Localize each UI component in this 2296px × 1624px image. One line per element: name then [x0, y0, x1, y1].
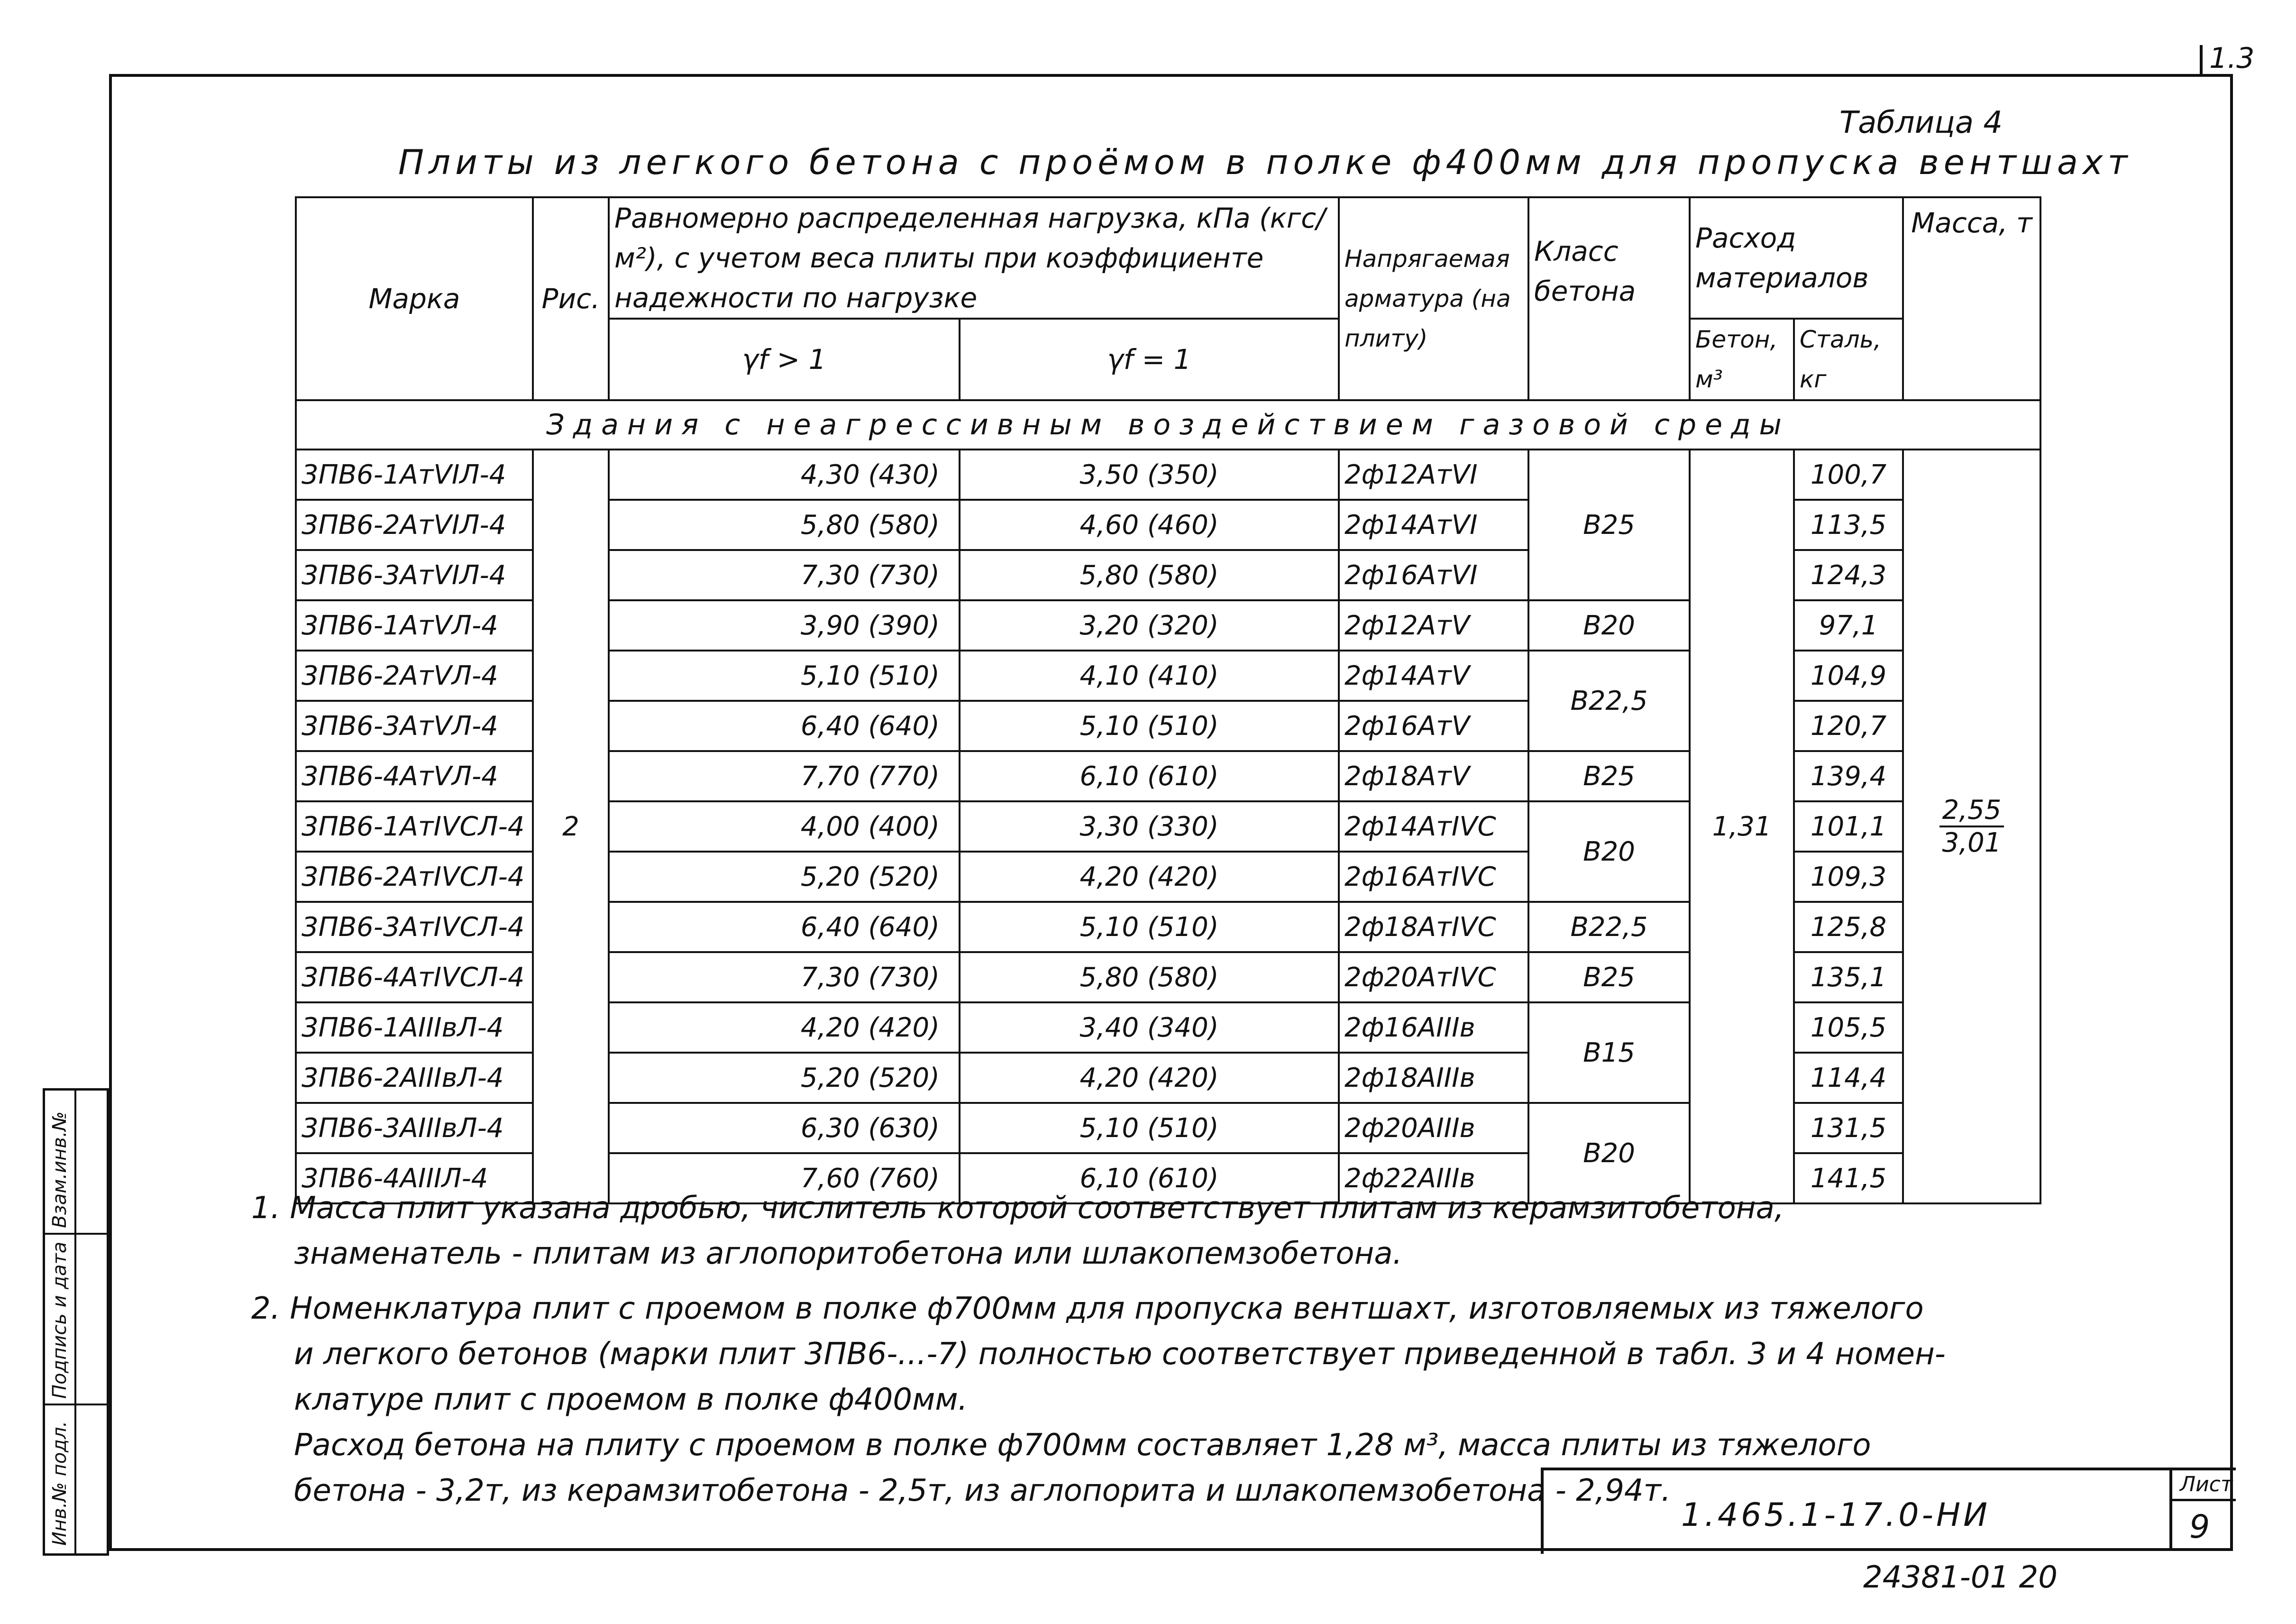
- title-block: [1541, 1468, 2236, 1554]
- note-1-line-1: 1. Масса плит указана дробью, числитель которой соответствует плитам из керамзитобетона,: [251, 1191, 1784, 1226]
- cell-steel: 139,4: [1794, 751, 1903, 801]
- sheet-number: 9: [2189, 1508, 2210, 1546]
- cell-rebar: 2ф20АтIVС: [1339, 952, 1528, 1002]
- cell-rebar: 2ф22АIIIв: [1339, 1153, 1528, 1203]
- cell-rebar: 2ф16АтIVС: [1339, 852, 1528, 902]
- frame-left-line: [109, 74, 112, 1551]
- cell-load-gt1: 5,20 (520): [609, 1053, 960, 1103]
- cell-load-eq1: 4,20 (420): [960, 1053, 1339, 1103]
- cell-load-eq1: 6,10 (610): [960, 751, 1339, 801]
- cell-mark: 3ПВ6-4АтVЛ-4: [296, 751, 533, 801]
- cell-class: В25: [1528, 952, 1690, 1002]
- sheet-label: Лист: [2180, 1472, 2233, 1496]
- side-label-replace-inv: Взам.инв.№: [49, 1111, 71, 1228]
- cell-steel: 97,1: [1794, 600, 1903, 651]
- cell-load-eq1: 3,50 (350): [960, 450, 1339, 500]
- cell-load-eq1: 3,20 (320): [960, 600, 1339, 651]
- cell-rebar: 2ф16АтV: [1339, 701, 1528, 751]
- cell-rebar: 2ф18АтIVС: [1339, 902, 1528, 952]
- cell-load-gt1: 6,40 (640): [609, 701, 960, 751]
- side-label-signature-date: Подпись и дата: [49, 1241, 71, 1399]
- cell-class: В25: [1528, 751, 1690, 801]
- cell-load-gt1: 5,10 (510): [609, 651, 960, 701]
- cell-mark: 3ПВ6-1АIIIвЛ-4: [296, 1002, 533, 1053]
- cell-mark: 3ПВ6-4АIIIЛ-4: [296, 1153, 533, 1203]
- cell-load-gt1: 5,20 (520): [609, 852, 960, 902]
- cell-load-gt1: 4,00 (400): [609, 801, 960, 852]
- header-ris: Рис.: [533, 197, 609, 400]
- cell-steel: 141,5: [1794, 1153, 1903, 1203]
- side-stamp-divider: [74, 1091, 76, 1553]
- cell-mark: 3ПВ6-1АтVЛ-4: [296, 600, 533, 651]
- document-code: 1.465.1-17.0-НИ: [1681, 1496, 1991, 1534]
- cell-load-eq1: 5,10 (510): [960, 701, 1339, 751]
- side-stamp: [43, 1088, 109, 1556]
- cell-load-gt1: 7,60 (760): [609, 1153, 960, 1203]
- table-number: Таблица 4: [1839, 105, 2003, 140]
- side-stamp-hline: [45, 1233, 107, 1235]
- cell-steel: 131,5: [1794, 1103, 1903, 1153]
- corner-page-mark: 1.3: [2209, 42, 2255, 75]
- plates-table: [295, 196, 2041, 1204]
- cell-mark: 3ПВ6-1АтIVСЛ-4: [296, 801, 533, 852]
- cell-rebar: 2ф18АIIIв: [1339, 1053, 1528, 1103]
- cell-load-gt1: 7,70 (770): [609, 751, 960, 801]
- cell-class: В15: [1528, 1002, 1690, 1103]
- cell-load-gt1: 4,30 (430): [609, 450, 960, 500]
- cell-mark: 3ПВ6-1АтVIЛ-4: [296, 450, 533, 500]
- cell-steel: 100,7: [1794, 450, 1903, 500]
- cell-steel: 125,8: [1794, 902, 1903, 952]
- mass-denominator: 3,01: [1942, 827, 2002, 858]
- cell-mark: 3ПВ6-3АIIIвЛ-4: [296, 1103, 533, 1153]
- side-label-inv-orig: Инв.№ подл.: [49, 1421, 71, 1546]
- cell-class: В20: [1528, 600, 1690, 651]
- cell-rebar: 2ф20АIIIв: [1339, 1103, 1528, 1153]
- cell-load-eq1: 3,40 (340): [960, 1002, 1339, 1053]
- cell-rebar: 2ф12АтVI: [1339, 450, 1528, 500]
- note-2-line-5: бетона - 3,2т, из керамзитобетона - 2,5т, из аглопорита и шлакопемзобетона - 2,94т.: [294, 1473, 1671, 1508]
- cell-rebar: 2ф18АтV: [1339, 751, 1528, 801]
- cell-steel: 113,5: [1794, 500, 1903, 550]
- header-load: Равномерно распределенная нагрузка, кПа (кгс/м²), с учетом веса плиты при коэффициенте надежности по нагрузке: [609, 197, 1339, 319]
- cell-rebar: 2ф12АтV: [1339, 600, 1528, 651]
- cell-mark: 3ПВ6-2АтVIЛ-4: [296, 500, 533, 550]
- cell-load-eq1: 4,60 (460): [960, 500, 1339, 550]
- cell-load-eq1: 5,10 (510): [960, 902, 1339, 952]
- cell-load-gt1: 6,40 (640): [609, 902, 960, 952]
- sheet-divider: [2172, 1499, 2236, 1501]
- cell-steel: 124,3: [1794, 550, 1903, 600]
- side-stamp-hline: [45, 1404, 107, 1405]
- cell-mark: 3ПВ6-3АтVЛ-4: [296, 701, 533, 751]
- cell-mark: 3ПВ6-2АтIVСЛ-4: [296, 852, 533, 902]
- cell-load-gt1: 6,30 (630): [609, 1103, 960, 1153]
- cell-rebar: 2ф14АтV: [1339, 651, 1528, 701]
- cell-rebar: 2ф16АIIIв: [1339, 1002, 1528, 1053]
- cell-mark: 3ПВ6-3АтIVСЛ-4: [296, 902, 533, 952]
- page-title: Плиты из легкого бетона с проёмом в полке ф400мм для пропуска вентшахт: [398, 142, 2132, 182]
- cell-steel: 109,3: [1794, 852, 1903, 902]
- cell-load-eq1: 4,20 (420): [960, 852, 1339, 902]
- cell-mark: 3ПВ6-4АтIVСЛ-4: [296, 952, 533, 1002]
- cell-steel: 114,4: [1794, 1053, 1903, 1103]
- cell-steel: 104,9: [1794, 651, 1903, 701]
- cell-mark: 3ПВ6-3АтVIЛ-4: [296, 550, 533, 600]
- note-2-line-2: и легкого бетонов (марки плит 3ПВ6-...-7) полностью соответствует приведенной в табл. 3 и 4 номен-: [294, 1337, 1946, 1372]
- cell-load-gt1: 3,90 (390): [609, 600, 960, 651]
- header-steel: Сталь, кг: [1794, 319, 1903, 400]
- cell-mass: [1903, 450, 2040, 1203]
- cell-load-gt1: 7,30 (730): [609, 952, 960, 1002]
- cell-mark: 3ПВ6-2АIIIвЛ-4: [296, 1053, 533, 1103]
- cell-rebar: 2ф16АтVI: [1339, 550, 1528, 600]
- table-row: [296, 450, 2040, 500]
- header-consumption: Расход материалов: [1690, 197, 1903, 319]
- note-1: [251, 1185, 2242, 1276]
- note-2-line-1: 2. Номенклатура плит с проемом в полке ф700мм для пропуска вентшахт, изготовляемых из тяжелого: [251, 1291, 1924, 1326]
- cell-load-gt1: 7,30 (730): [609, 550, 960, 600]
- section-row: Здания с неагрессивным воздействием газовой среды: [296, 400, 2040, 450]
- mass-numerator: 2,55: [1939, 795, 2004, 827]
- frame-top-line: [109, 74, 2233, 77]
- cell-load-eq1: 5,10 (510): [960, 1103, 1339, 1153]
- cell-load-gt1: 4,20 (420): [609, 1002, 960, 1053]
- archive-number: 24381-01 20: [1863, 1560, 2058, 1595]
- cell-class: В20: [1528, 1103, 1690, 1203]
- sheet-box: [2169, 1470, 2236, 1551]
- cell-class: В25: [1528, 450, 1690, 600]
- cell-load-eq1: 5,80 (580): [960, 550, 1339, 600]
- cell-rebar: 2ф14АтIVС: [1339, 801, 1528, 852]
- header-marka: Марка: [296, 197, 533, 400]
- cell-steel: 120,7: [1794, 701, 1903, 751]
- cell-steel: 105,5: [1794, 1002, 1903, 1053]
- cell-load-eq1: 5,80 (580): [960, 952, 1339, 1002]
- cell-concrete: 1,31: [1690, 450, 1794, 1203]
- cell-load-gt1: 5,80 (580): [609, 500, 960, 550]
- header-rebar: Напрягаемая арматура (на плиту): [1339, 197, 1528, 400]
- cell-steel: 135,1: [1794, 952, 1903, 1002]
- cell-rebar: 2ф14АтVI: [1339, 500, 1528, 550]
- cell-class: В22,5: [1528, 651, 1690, 751]
- note-1-line-2: знаменатель - плитам из аглопоритобетона или шлакопемзобетона.: [294, 1236, 1402, 1271]
- note-2-line-4: Расход бетона на плиту с проемом в полке ф700мм составляет 1,28 м³, масса плиты из тяжелого: [294, 1428, 1871, 1463]
- cell-class: В20: [1528, 801, 1690, 902]
- cell-steel: 101,1: [1794, 801, 1903, 852]
- cell-mark: 3ПВ6-2АтVЛ-4: [296, 651, 533, 701]
- cell-load-eq1: 4,10 (410): [960, 651, 1339, 701]
- header-concrete: Бетон, м³: [1690, 319, 1794, 400]
- header-gf-eq1: γf = 1: [960, 319, 1339, 400]
- note-2-line-3: клатуре плит с проемом в полке ф400мм.: [294, 1382, 968, 1417]
- cell-ris: 2: [533, 450, 609, 1203]
- header-mass: Масса, т: [1903, 197, 2040, 400]
- cell-load-eq1: 6,10 (610): [960, 1153, 1339, 1203]
- corner-tick: [2200, 45, 2203, 74]
- cell-load-eq1: 3,30 (330): [960, 801, 1339, 852]
- header-class: Класс бетона: [1528, 197, 1690, 400]
- header-gf-gt1: γf > 1: [609, 319, 960, 400]
- cell-class: В22,5: [1528, 902, 1690, 952]
